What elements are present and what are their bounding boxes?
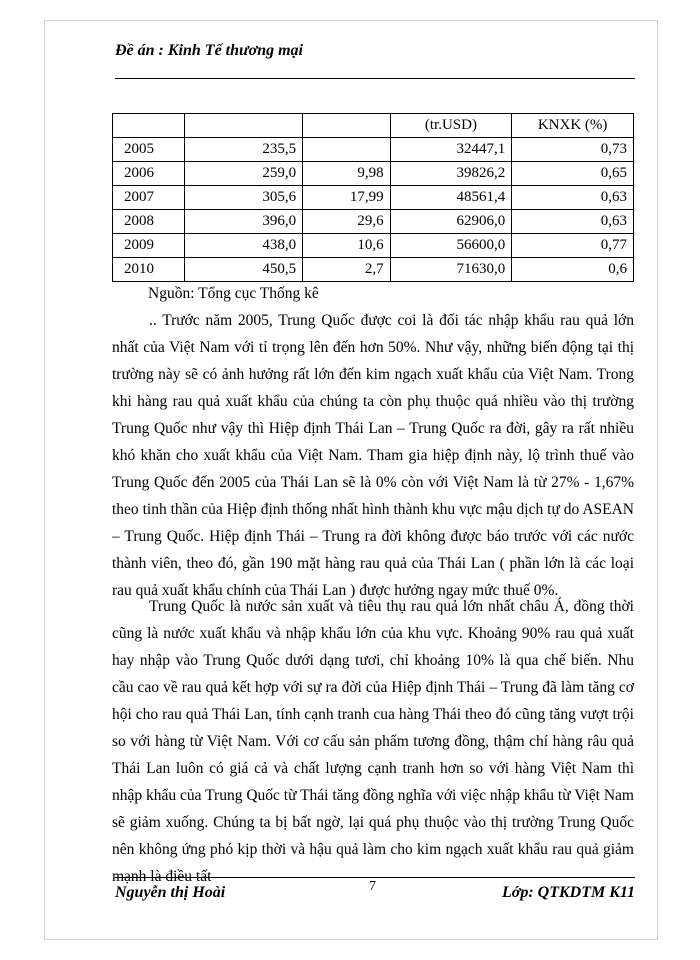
table-cell: 450,5 [185, 258, 303, 282]
table-cell: 305,6 [185, 186, 303, 210]
table-cell: 10,6 [303, 234, 391, 258]
table-row [113, 210, 634, 234]
table-cell: 29,6 [303, 210, 391, 234]
table-cell: 56600,0 [390, 234, 512, 258]
table-cell: 2,7 [303, 258, 391, 282]
table-header-row [113, 114, 634, 138]
table-cell: 17,99 [303, 186, 391, 210]
table-cell: 396,0 [185, 210, 303, 234]
table-row [113, 162, 634, 186]
table-row [113, 186, 634, 210]
table-cell: 0,73 [512, 138, 634, 162]
table-cell: 48561,4 [390, 186, 512, 210]
table-cell: 62906,0 [390, 210, 512, 234]
table-row [113, 258, 634, 282]
table-cell [303, 114, 391, 138]
table-cell [185, 114, 303, 138]
table-cell: 0,65 [512, 162, 634, 186]
table-header-cell-value: (tr.USD) [390, 114, 512, 138]
header-rule [115, 78, 635, 79]
export-data-table [112, 113, 634, 282]
table-cell: 0,6 [512, 258, 634, 282]
table-cell-year: 2009 [113, 234, 185, 258]
table-cell-year: 2005 [113, 138, 185, 162]
table-cell-year: 2007 [113, 186, 185, 210]
table-cell-year: 2010 [113, 258, 185, 282]
body-paragraph: .. Trước năm 2005, Trung Quốc được coi là đối tác nhập khẩu rau quả lớn nhất của Việt Nam với tỉ trọng lên đến hơn 50%. Như vậy, những biến động tại thị trường này sẽ có ảnh hưởng rất lớn đến kim ngạch xuất khẩu của Việt Nam. Trong khi hàng rau quả xuất khẩu của chúng ta còn phụ thuộc quá nhiều vào thị trường Trung Quốc như vậy thì Hiệp định Thái Lan – Trung Quốc ra đời, gây ra rất nhiều khó khăn cho xuất khẩu của Việt Nam. Tham gia hiệp định này, lộ trình thuế vào Trung Quốc đến 2005 của Thái Lan sẽ là 0% còn với Việt Nam là từ 27% - 1,67% theo tinh thần của Hiệp định thống nhất hình thành khu vực mậu dịch tự do ASEAN – Trung Quốc. Hiệp định Thái – Trung ra đời không được báo trước với các nước thành viên, theo đó, gần 190 mặt hàng rau quả của Thái Lan ( phần lớn là các loại rau quả xuất khẩu chính của Thái Lan ) được hưởng ngay mức thuế 0%. [112, 312, 634, 599]
table-header-cell-share: KNXK (%) [512, 114, 634, 138]
table-cell: 0,63 [512, 210, 634, 234]
table-cell [303, 138, 391, 162]
table-row [113, 138, 634, 162]
table-row [113, 234, 634, 258]
table-cell-year: 2008 [113, 210, 185, 234]
footer-class-label: Lớp: QTKDTM K11 [501, 884, 635, 901]
footer-rule [115, 877, 635, 878]
table-cell: 32447,1 [390, 138, 512, 162]
table-source-note: Nguồn: Tổng cục Thống kê [148, 285, 319, 302]
table-cell: 71630,0 [390, 258, 512, 282]
table-cell-year: 2006 [113, 162, 185, 186]
table-cell: 438,0 [185, 234, 303, 258]
table-cell: 9,98 [303, 162, 391, 186]
table-cell: 259,0 [185, 162, 303, 186]
footer-author: Nguyễn thị Hoài [115, 884, 226, 901]
header-title: Đề án : Kinh Tế thương mại [115, 42, 303, 59]
table-cell: 0,63 [512, 186, 634, 210]
table-cell: 0,77 [512, 234, 634, 258]
table-cell: 235,5 [185, 138, 303, 162]
table-cell [113, 114, 185, 138]
page-number: 7 [369, 879, 376, 894]
table-cell: 39826,2 [390, 162, 512, 186]
body-paragraph: Trung Quốc là nước sản xuất và tiêu thụ rau quả lớn nhất châu Á, đồng thời cũng là nước xuất khẩu và nhập khẩu lớn của khu vực. Khoảng 90% rau quả xuất hay nhập vào Trung Quốc dưới dạng tươi, chỉ khoảng 10% là qua chế biến. Nhu cầu cao về rau quả kết hợp với sự ra đời của Hiệp định Thái – Trung đã làm tăng cơ hội cho rau quả Thái Lan, tính cạnh tranh cua hàng Thái theo đó cũng tăng vượt trội so với hàng từ Việt Nam. Với cơ cấu sản phẩm tương đồng, thậm chí hàng râu quả Thái Lan luôn có giá cả và chất lượng cạnh tranh hơn so với hàng Việt Nam thì nhập khẩu của Trung Quốc từ Thái tăng đồng nghĩa với việc nhập khẩu từ Việt Nam sẽ giảm xuống. Chúng ta bị bất ngờ, lại quá phụ thuộc vào thị trường Trung Quốc nên không ứng phó kịp thời và hậu quả làm cho kim ngạch xuất khẩu rau quả giảm mạnh là điều tất [112, 598, 634, 885]
